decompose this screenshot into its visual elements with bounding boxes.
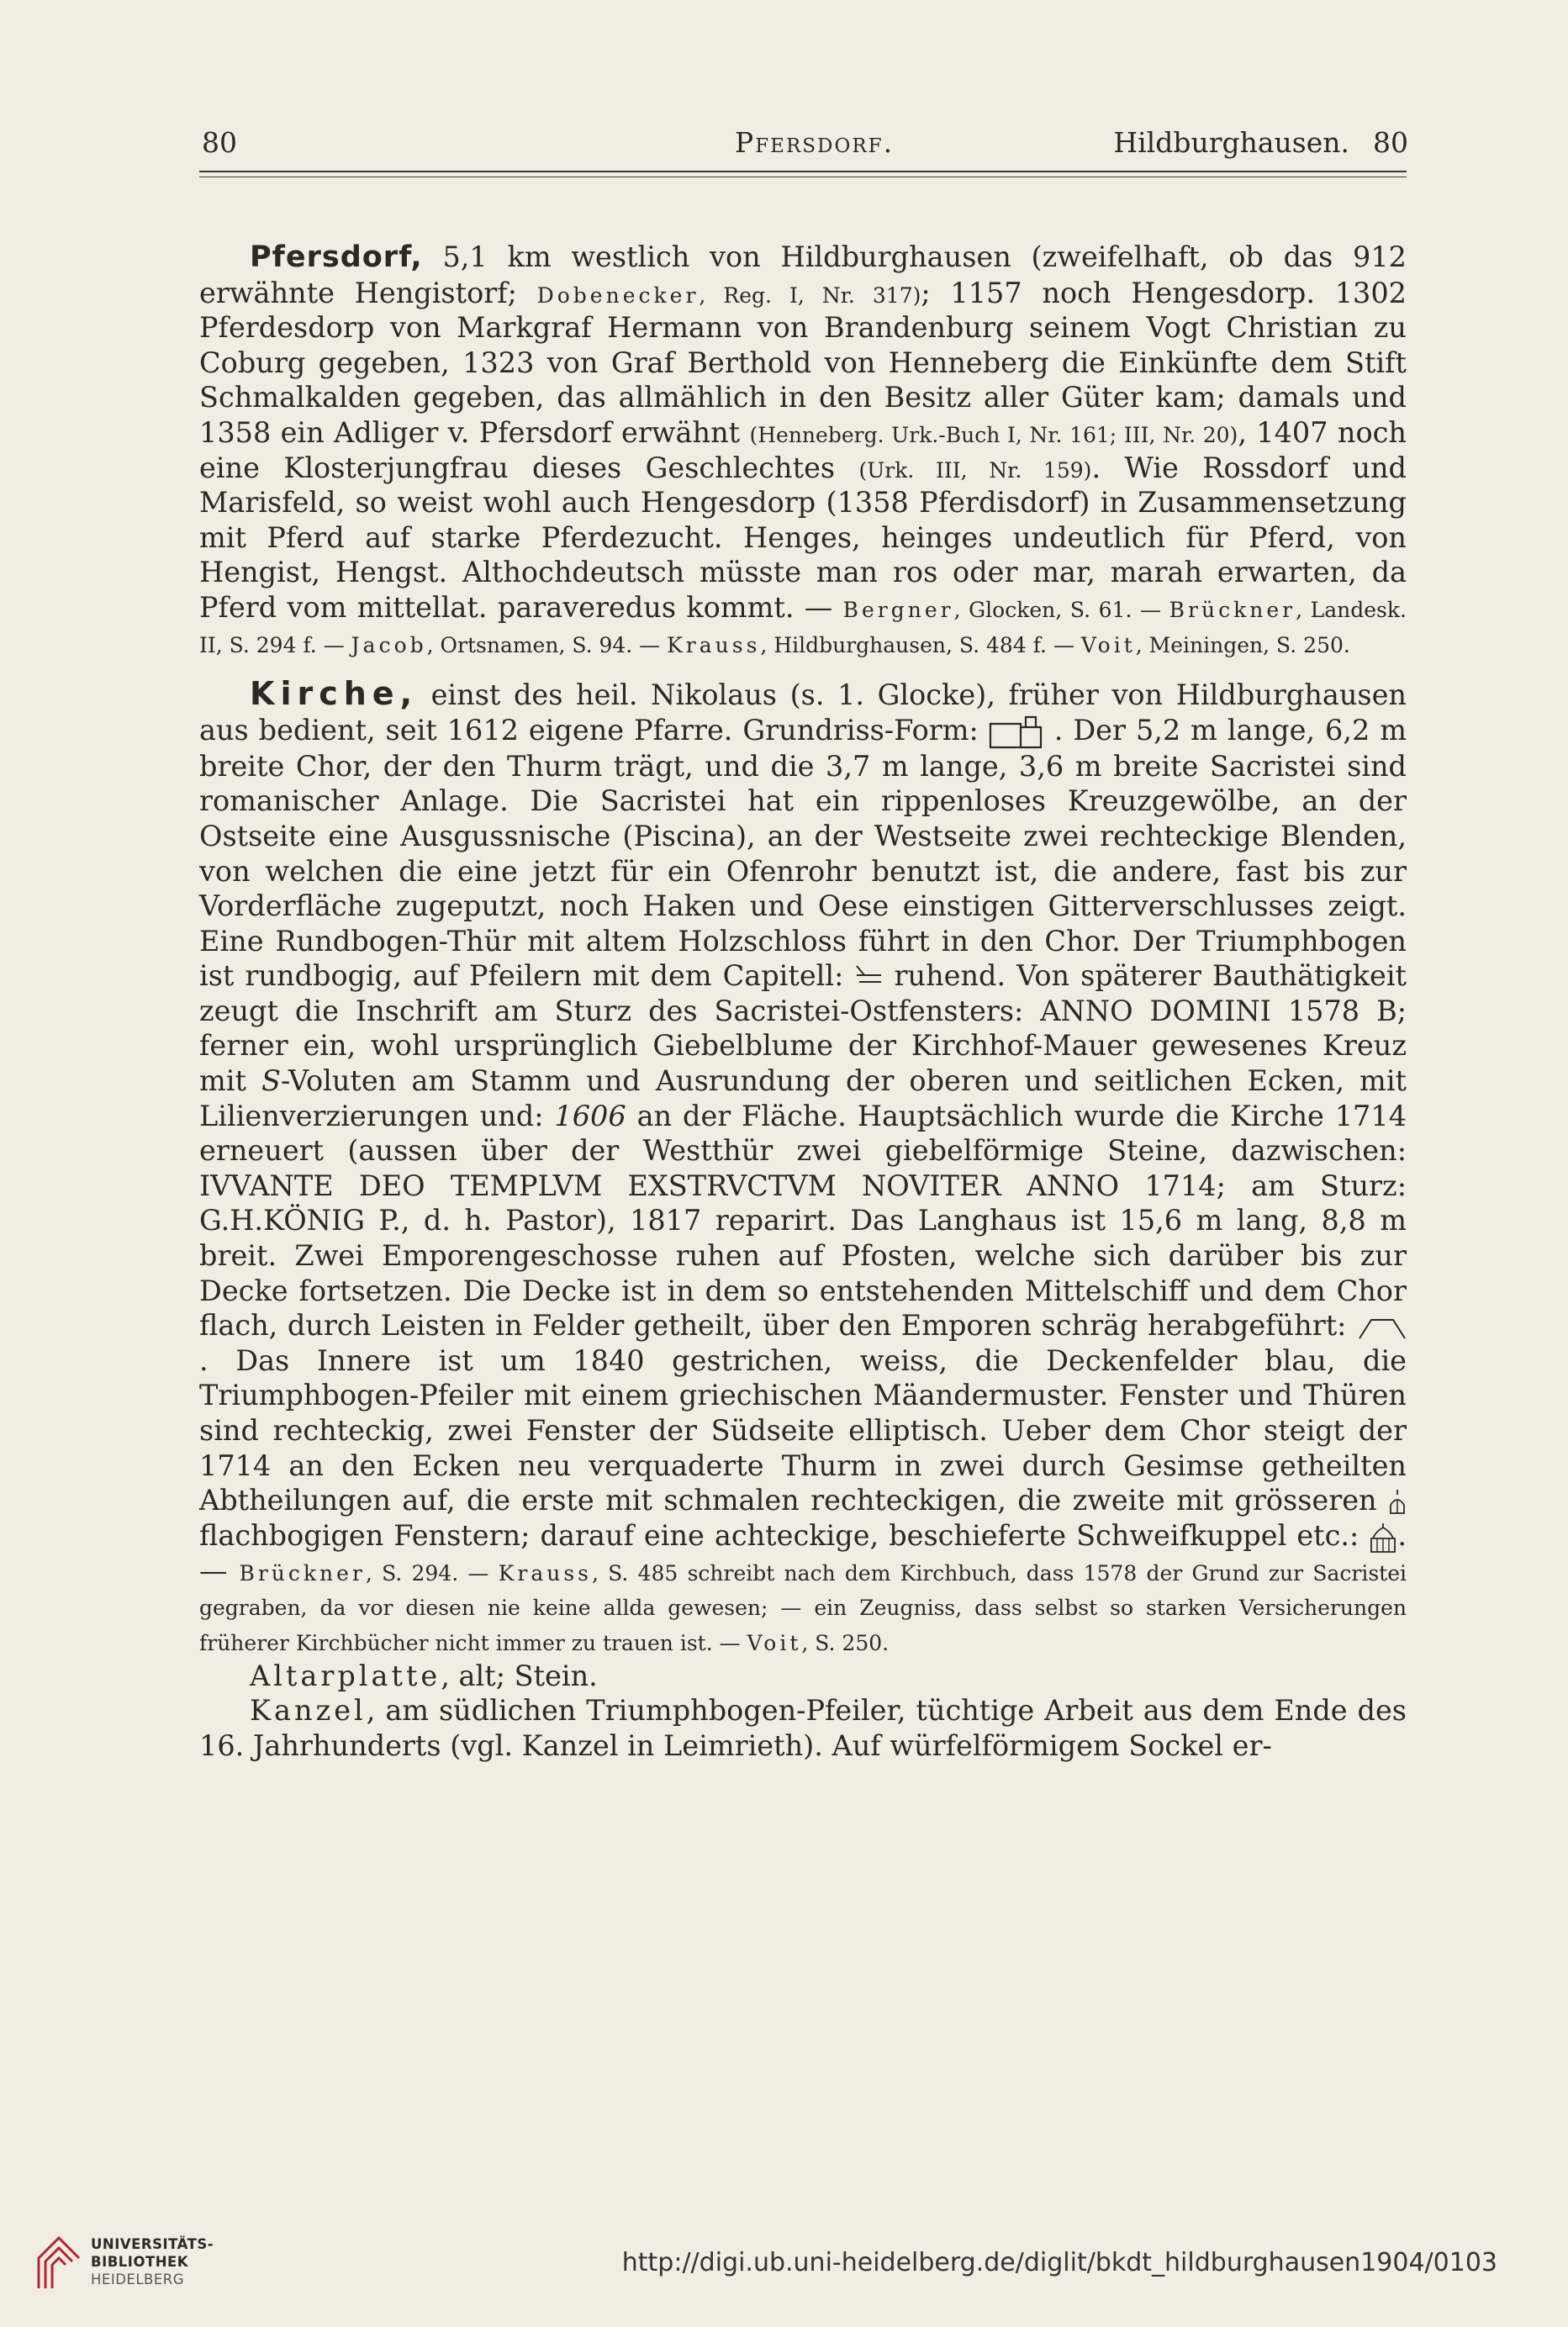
author-ref: Voit	[1080, 632, 1136, 657]
author-ref: Voit	[747, 1630, 802, 1655]
author-ref: Krauss	[498, 1560, 592, 1586]
author-ref: Jacob	[351, 632, 427, 657]
capital-profile-icon	[854, 963, 883, 992]
author-ref: Brückner	[1169, 597, 1296, 622]
page-number-left: 80	[202, 126, 237, 159]
floor-plan-icon	[989, 715, 1044, 749]
page-number-right: 80	[1373, 126, 1408, 159]
entry-kirche: Kirche, einst des heil. Nikolaus (s. 1. Glocke), früher von Hildburghausen aus bedient, seit 1612 eigene Pfarre. Grundriss-Form: . Der 5,2 m lange, 6,2 m breite Chor, der den Thurm trägt, und die 3,7 m lange, 3,6 m breite Sacristei sind romanischer Anlage. Die Sacristei hat ein rippenloses Kreuzgewölbe, an der Ostseite eine Ausgussnische (Piscina), an der Westseite zwei rechteckige Blenden, von welchen die eine jetzt für ein Ofenrohr benutzt ist, die andere, fast bis zur Vorderfläche zugeputzt, noch Haken und Oese einstigen Gitterverschlusses zeigt. Eine Rundbogen-Thür mit altem Holzschloss führt in den Chor. Der Triumphbogen ist rundbogig, auf Pfeilern mit dem Capitell: ruhend. Von späterer Bauthätigkeit zeugt die Inschrift am Sturz des Sacristei-Ostfensters: ANNO DOMINI 1578 B; ferner ein, wohl ursprünglich Giebelblume der Kirchhof-Mauer gewesenes Kreuz mit S-Voluten am Stamm und Ausrundung der oberen und seitlichen Ecken, mit Lilienverzierungen und: 1606 an der Fläche. Hauptsächlich wurde die Kirche 1714 erneuert (aussen über der Westthür zwei giebelförmige Steine, dazwischen: IVVANTE DEO TEMPLVM EXSTRVCTVM NOVITER ANNO 1714; am Sturz: G.H.KÖNIG P., d. h. Pastor), 1817 reparirt. Das Langhaus ist 15,6 m lang, 8,8 m breit. Zwei Emporengeschosse ruhen auf Pfosten, welche sich darüber bis zur Decke fortsetzen. Die Decke ist in dem so entstehenden Mittelschiff und dem Chor flach, durch Leisten in Felder getheilt, über den Emporen schräg herabgeführt: . Das Innere ist um 1840 gestrichen, weiss, die Deckenfelder blau, die Triumphbogen-Pfeiler mit einem griechischen Mäandermuster. Fenster und Thüren sind rechteckig, zwei Fenster der Südseite elliptisch. Ueber dem Chor steigt der 1714 an den Ecken neu verquaderte Thurm in zwei durch Gesimse getheilten Abtheilungen auf, die erste mit schmalen rechteckigen, die zweite mit grösseren flachbogigen Fenstern; darauf eine achteckige, beschieferte Schweifkuppel etc.: . — Brückner, S. 294. — Krauss, S. 485 schreibt nach dem Kirchbuch, dass 1578 der Grund zur Sacristei gegraben, da vor diesen nie keine allda gewesen; — ein Zeugniss, dass selbst so starken Versicherungen früherer Kirchbücher nicht immer zu trauen ist. — Voit, S. 250.	[199, 675, 1407, 1655]
university-library-logo-icon	[35, 2233, 82, 2292]
author-ref: Bergner	[842, 597, 954, 622]
running-title: Pfersdorf.	[735, 126, 895, 159]
dome-shape-icon	[1369, 1522, 1397, 1554]
author-ref: Dobenecker	[536, 282, 700, 308]
entry-altarplatte: Altarplatte, alt; Stein.	[250, 1659, 598, 1692]
lemma-altarplatte: Altarplatte	[250, 1659, 441, 1692]
lemma-pfersdorf: Pfersdorf,	[250, 240, 423, 274]
window-shape-icon	[1388, 1488, 1407, 1517]
library-name: UNIVERSITÄTS- BIBLIOTHEK HEIDELBERG	[91, 2236, 214, 2287]
ceiling-profile-icon	[1356, 1315, 1407, 1340]
lemma-kanzel: Kanzel	[250, 1694, 367, 1728]
lemma-kirche: Kirche,	[250, 675, 418, 713]
source-url-link[interactable]: http://digi.ub.uni-heidelberg.de/diglit/bkdt_hildburghausen1904/0103	[621, 2248, 1497, 2277]
body-text	[199, 240, 1407, 1763]
entry-kanzel: Kanzel, am südlichen Triumphbogen-Pfeiler, tüchtige Arbeit aus dem Ende des 16. Jahrhunderts (vgl. Kanzel in Leimrieth). Auf würfelförmigem Sockel er-	[199, 1694, 1407, 1762]
author-ref: Krauss	[667, 632, 761, 657]
section-title-text: Hildburghausen.	[1113, 126, 1349, 159]
entry-pfersdorf: Pfersdorf, 5,1 km westlich von Hildburghausen (zweifelhaft, ob das 912 erwähnte Hengistorf; Dobenecker, Reg. I, Nr. 317); 1157 noch Hengesdorp. 1302 Pferdesdorp von Markgraf Hermann von Brandenburg seinem Vogt Christian zu Coburg gegeben, 1323 von Graf Berthold von Henneberg die Einkünfte dem Stift Schmalkalden gegeben, das allmählich in den Besitz aller Güter kam; damals und 1358 ein Adliger v. Pfersdorf erwähnt (Henneberg. Urk.-Buch I, Nr. 161; III, Nr. 20), 1407 noch eine Klosterjungfrau dieses Geschlechtes (Urk. III, Nr. 159). Wie Rossdorf und Marisfeld, so weist wohl auch Hengesdorp (1358 Pferdisdorf) in Zusammensetzung mit Pferd auf starke Pferdezucht. Henges, heinges undeutlich für Pferd, von Hengist, Hengst. Althochdeutsch müsste man ros oder mar, marah erwarten, da Pferd vom mittellat. paraveredus kommt. — Bergner, Glocken, S. 61. — Brückner, Landesk. II, S. 294 f. — Jacob, Ortsnamen, S. 94. — Krauss, Hildburghausen, S. 484 f. — Voit, Meiningen, S. 250.	[199, 240, 1407, 657]
section-title	[1113, 126, 1408, 160]
header-rule-thick	[199, 171, 1407, 172]
author-ref: Brückner	[239, 1560, 366, 1586]
